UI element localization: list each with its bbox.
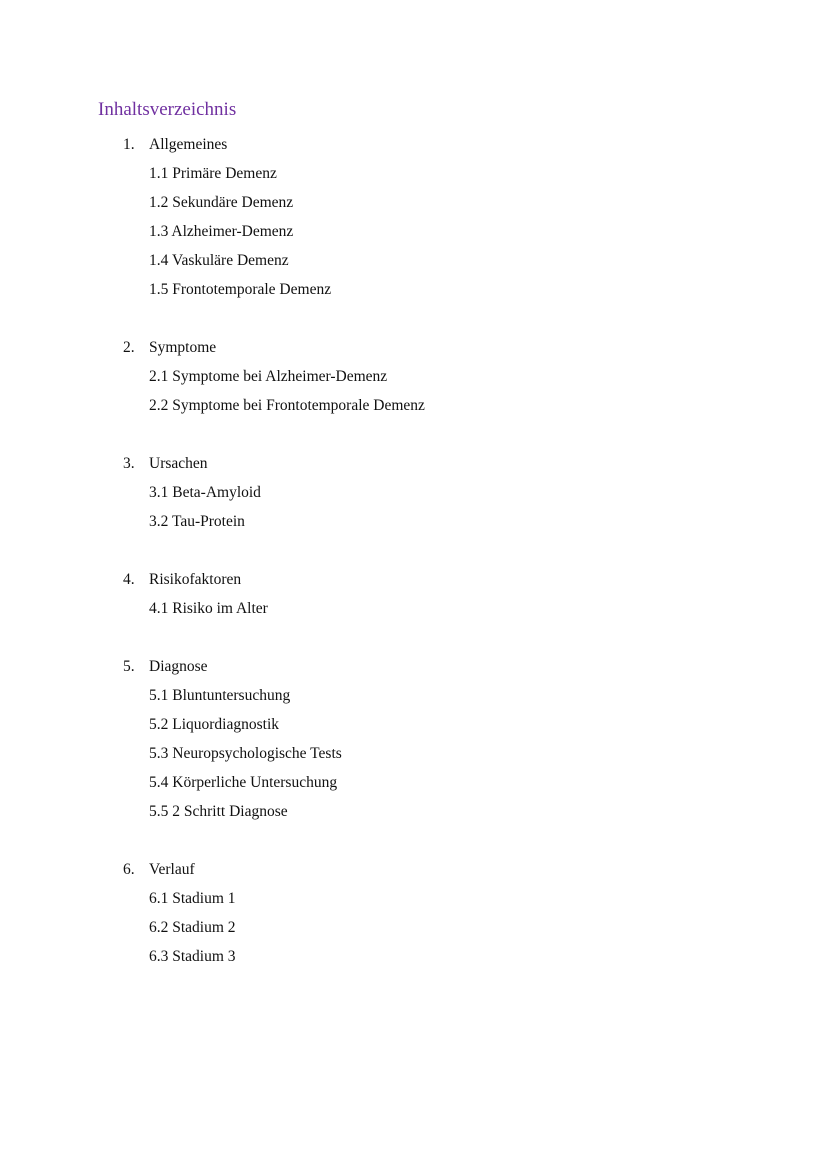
toc-subitem: 1.2 Sekundäre Demenz bbox=[149, 194, 294, 211]
chapter-label: Symptome bbox=[149, 339, 217, 356]
toc-section-1 bbox=[0, 130, 828, 304]
chapter-number: 5. bbox=[123, 658, 135, 675]
toc-subitem: 5.3 Neuropsychologische Tests bbox=[149, 745, 342, 762]
toc-subitem: 2.2 Symptome bei Frontotemporale Demenz bbox=[149, 397, 425, 414]
toc-section-4 bbox=[0, 565, 828, 623]
toc-subitem: 5.1 Bluntuntersuchung bbox=[149, 687, 291, 704]
toc-section-5 bbox=[0, 652, 828, 826]
chapter-label: Allgemeines bbox=[149, 136, 228, 153]
toc-chapter bbox=[0, 333, 828, 362]
toc-subitem: 1.3 Alzheimer-Demenz bbox=[149, 223, 294, 240]
toc-subitem: 5.2 Liquordiagnostik bbox=[149, 716, 280, 733]
chapter-label: Risikofaktoren bbox=[149, 571, 242, 588]
toc-list bbox=[0, 130, 828, 1000]
toc-subitem: 2.1 Symptome bei Alzheimer-Demenz bbox=[149, 368, 388, 385]
toc-section-3 bbox=[0, 449, 828, 536]
chapter-number: 1. bbox=[123, 136, 135, 153]
chapter-number: 3. bbox=[123, 455, 135, 472]
toc-subitem: 3.2 Tau-Protein bbox=[149, 513, 245, 530]
toc-subitem: 1.1 Primäre Demenz bbox=[149, 165, 277, 182]
chapter-label: Ursachen bbox=[149, 455, 208, 472]
toc-chapter bbox=[0, 652, 828, 681]
toc-subitem: 3.1 Beta-Amyloid bbox=[149, 484, 261, 501]
chapter-number: 6. bbox=[123, 861, 135, 878]
toc-subitem: 6.3 Stadium 3 bbox=[149, 948, 236, 965]
chapter-number: 2. bbox=[123, 339, 135, 356]
toc-subitem: 6.2 Stadium 2 bbox=[149, 919, 236, 936]
chapter-label: Diagnose bbox=[149, 658, 208, 675]
toc-title: Inhaltsverzeichnis bbox=[98, 99, 237, 120]
toc-subitem: 4.1 Risiko im Alter bbox=[149, 600, 268, 617]
chapter-number: 4. bbox=[123, 571, 135, 588]
toc-chapter bbox=[0, 449, 828, 478]
toc-subitem: 5.4 Körperliche Untersuchung bbox=[149, 774, 338, 791]
toc-chapter bbox=[0, 130, 828, 159]
toc-section-6 bbox=[0, 855, 828, 971]
toc-chapter bbox=[0, 565, 828, 594]
toc-subitem: 1.5 Frontotemporale Demenz bbox=[149, 281, 332, 298]
toc-subitem: 5.5 2 Schritt Diagnose bbox=[149, 803, 288, 820]
toc-section-2 bbox=[0, 333, 828, 420]
chapter-label: Verlauf bbox=[149, 861, 195, 878]
toc-subitem: 1.4 Vaskuläre Demenz bbox=[149, 252, 289, 269]
toc-subitem: 6.1 Stadium 1 bbox=[149, 890, 236, 907]
toc-chapter bbox=[0, 855, 828, 884]
